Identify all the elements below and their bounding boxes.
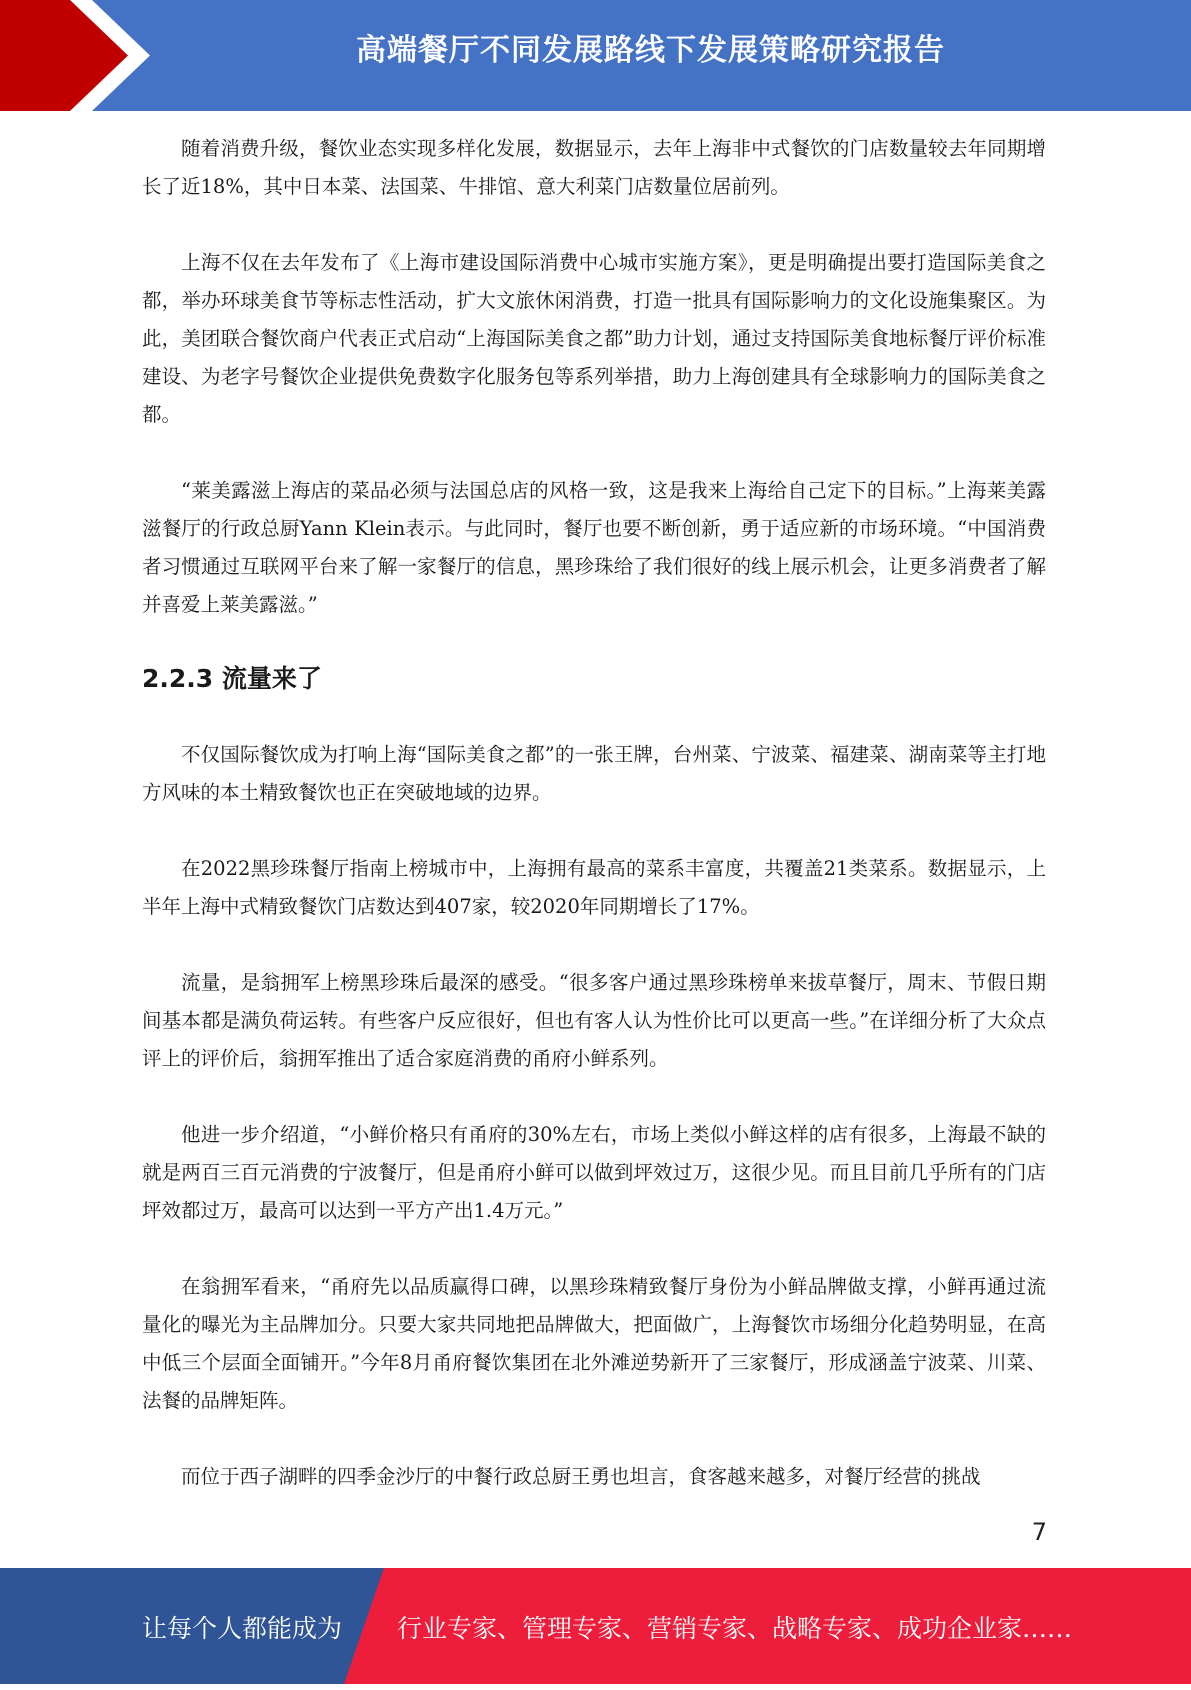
report-title: 高端餐厅不同发展路线下发展策略研究报告 bbox=[356, 33, 945, 68]
footer-slogan-left: 让每个人都能成为 bbox=[142, 1614, 343, 1643]
paragraph: 随着消费升级，餐饮业态实现多样化发展，数据显示，去年上海非中式餐饮的门店数量较去年同期增长了近18%，其中日本菜、法国菜、牛排馆、意大利菜门店数量位居前列。 bbox=[142, 137, 1046, 198]
chevron-arrow-icon bbox=[0, 0, 160, 111]
paragraph: 上海不仅在去年发布了《上海市建设国际消费中心城市实施方案》，更是明确提出要打造国际美食之都，举办环球美食节等标志性活动，扩大文旅休闲消费，打造一批具有国际影响力的文化设施集聚区。为此，美团联合餐饮商户代表正式启动“上海国际美食之都”助力计划，通过支持国际美食地标餐厅评价标准建设、为老字号餐饮企业提供免费数字化服务包等系列举措，助力上海创建具有全球影响力的国际美食之都。 bbox=[142, 251, 1046, 426]
paragraph: 在翁拥军看来，“甬府先以品质赢得口碑，以黑珍珠精致餐厅身份为小鲜品牌做支撑，小鲜再通过流量化的曝光为主品牌加分。只要大家共同地把品牌做大，把面做广，上海餐饮市场细分化趋势明显，在高中低三个层面全面铺开。”今年8月甬府餐饮集团在北外滩逆势新开了三家餐厅，形成涵盖宁波菜、川菜、法餐的品牌矩阵。 bbox=[142, 1275, 1046, 1412]
paragraph: 不仅国际餐饮成为打响上海“国际美食之都”的一张王牌，台州菜、宁波菜、福建菜、湖南菜等主打地方风味的本土精致餐饮也正在突破地域的边界。 bbox=[142, 743, 1046, 804]
page-footer bbox=[0, 1568, 1191, 1684]
paragraph: 他进一步介绍道，“小鲜价格只有甬府的30%左右，市场上类似小鲜这样的店有很多，上海最不缺的就是两百三百元消费的宁波餐厅，但是甬府小鲜可以做到坪效过万，这很少见。而且目前几乎所有的门店坪效都过万，最高可以达到一平方产出1.4万元。” bbox=[142, 1123, 1046, 1222]
paragraph: 在2022黑珍珠餐厅指南上榜城市中，上海拥有最高的菜系丰富度，共覆盖21类菜系。数据显示，上半年上海中式精致餐饮门店数达到407家，较2020年同期增长了17%。 bbox=[142, 857, 1046, 918]
paragraph: “莱美露滋上海店的菜品必须与法国总店的风格一致，这是我来上海给自己定下的目标。”上海莱美露滋餐厅的行政总厨Yann Klein表示。与此同时，餐厅也要不断创新，勇于适应新的市场环境。“中国消费者习惯通过互联网平台来了解一家餐厅的信息，黑珍珠给了我们很好的线上展示机会，让更多消费者了解并喜爱上莱美露滋。” bbox=[142, 479, 1046, 616]
document-body bbox=[142, 130, 1046, 1496]
section-heading: 2.2.3 流量来了 bbox=[142, 664, 322, 693]
page-header bbox=[0, 0, 1191, 111]
paragraph: 而位于西子湖畔的四季金沙厅的中餐行政总厨王勇也坦言，食客越来越多，对餐厅经营的挑战 bbox=[181, 1465, 981, 1488]
page-number: 7 bbox=[1031, 1518, 1047, 1546]
footer-slogan-right: 行业专家、管理专家、营销专家、战略专家、成功企业家…… bbox=[397, 1614, 1073, 1643]
paragraph: 流量，是翁拥军上榜黑珍珠后最深的感受。“很多客户通过黑珍珠榜单来拔草餐厅，周末、节假日期间基本都是满负荷运转。有些客户反应很好，但也有客人认为性价比可以更高一些。”在详细分析了大众点评上的评价后，翁拥军推出了适合家庭消费的甬府小鲜系列。 bbox=[142, 971, 1046, 1070]
